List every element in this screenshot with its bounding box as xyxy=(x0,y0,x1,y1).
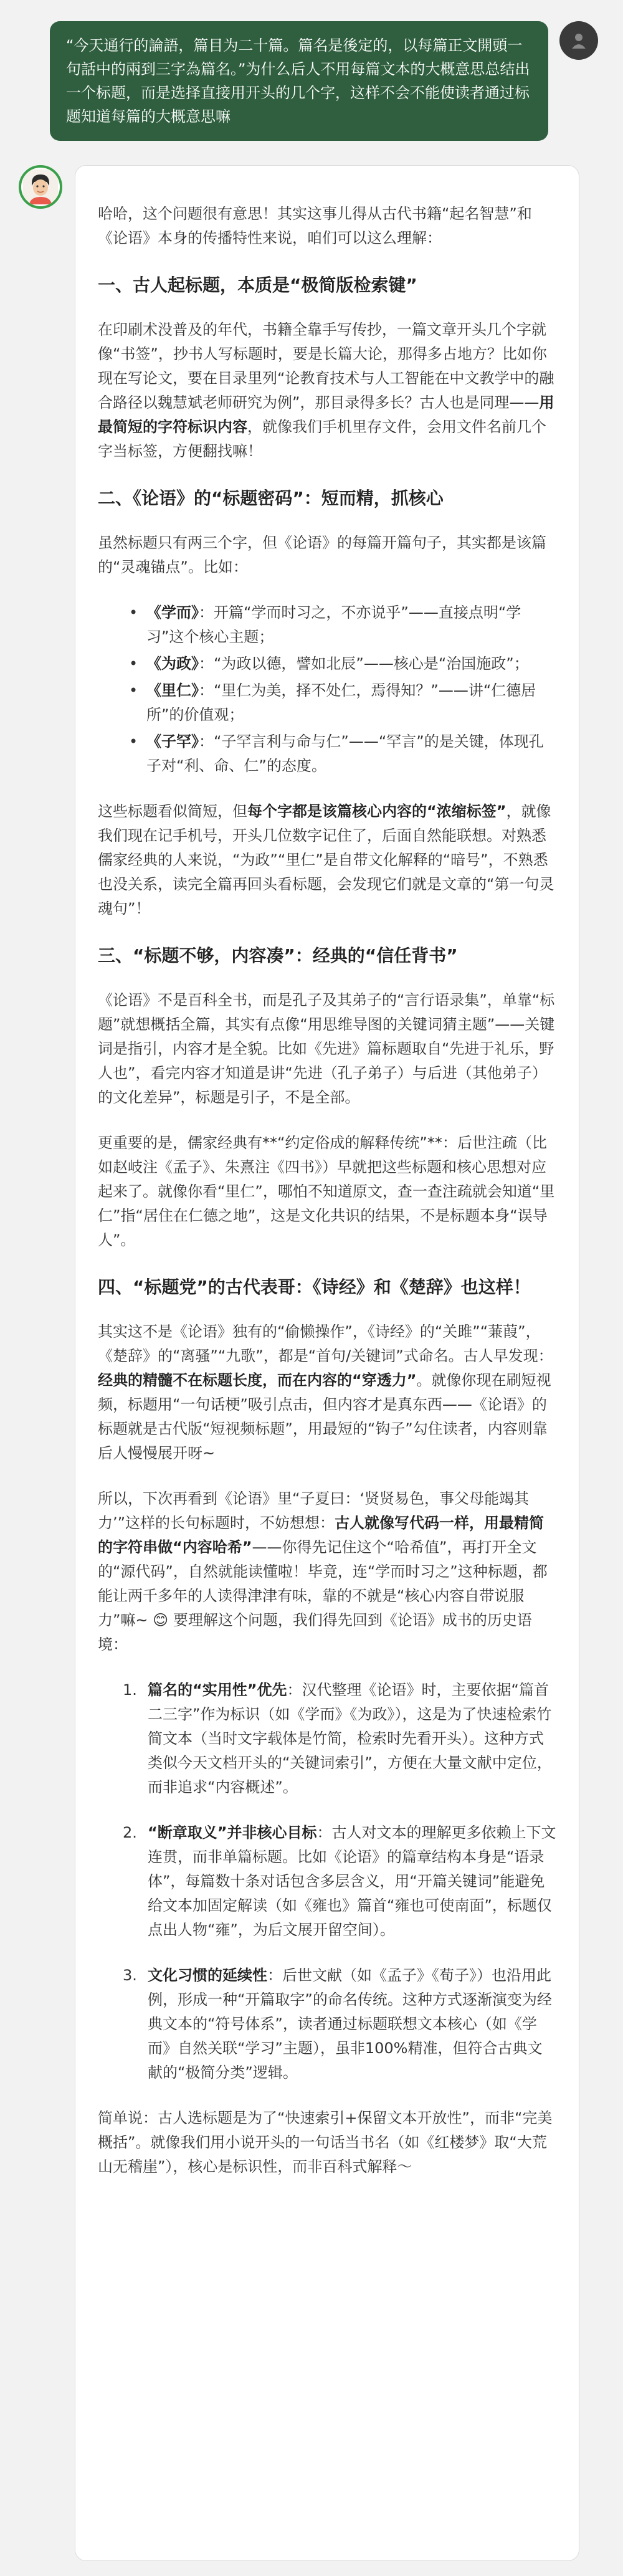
section-heading-1: 一、古人起标题，本质是“极简版检索键” xyxy=(98,275,417,295)
section-heading-2: 二、《论语》的“标题密码”：短而精，抓核心 xyxy=(98,488,444,508)
list-item: • 《子罕》：“子罕言利与命与仁”——“罕言”的是关键，体现孔子对“利、命、仁”的态度。 xyxy=(129,730,556,778)
list-item: • 《为政》：“为政以德，譬如北辰”——核心是“治国施政”； xyxy=(129,652,556,676)
section-heading-4: 四、“标题党”的古代表哥：《诗经》和《楚辞》也这样！ xyxy=(98,1277,531,1297)
section-3-paragraph-2: 更重要的是，儒家经典有**“约定俗成的解释传统”**：后世注疏（比如赵岐注《孟子》、朱熹注《四书》）早就把这些标题和核心思想对应起来了。就像你看“里仁”，哪怕不知道原文，查一查注疏就会知道“里仁”指“居住在仁德之地”，这是文化共识的结果，不是标题本身“误导人”。 xyxy=(98,1134,555,1249)
list-item: 3. 文化习惯的延续性：后世文献（如《孟子》《荀子》）也沿用此例，形成一种“开篇取字”的命名传统。这种方式逐渐演变为经典文本的“符号体系”，读者通过标题联想文本核心（如《学而》自然关联“学习”主题），虽非100%精准，但符合古典文献的“极简分类”逻辑。 xyxy=(123,1967,552,2081)
section-1-paragraph: 在印刷术没普及的年代，书籍全靠手写传抄，一篇文章开头几个字就像“书签”，抄书人写标题时，要是长篇大论，那得多占地方？比如你现在写论文，要在目录里列“论教育技术与人工智能在中文教学中的融合路径以魏慧斌老师研究为例”，那目录得多长？古人也是同理——用最简短的字符标识内容，就像我们手机里存文件，会用文件名前几个字当标签，方便翻找嘛！ xyxy=(98,321,554,460)
section-heading-3: 三、“标题不够，内容凑”：经典的“信任背书” xyxy=(98,945,458,966)
list-item: • 《里仁》：“里仁为美，择不处仁，焉得知？”——讲“仁德居所”的价值观； xyxy=(129,679,556,727)
reply-intro: 哈哈，这个问题很有意思！其实这事儿得从古代书籍“起名智慧”和《论语》本身的传播特性来说，咱们可以这么理解： xyxy=(98,205,532,247)
user-avatar[interactable] xyxy=(559,21,598,60)
list-item: 2. “断章取义”并非核心目标：古人对文本的理解更多依赖上下文连贯，而非单篇标题。比如《论语》的篇章结构本身是“语录体”，每篇数十条对话包含多层含义，用“开篇关键词”能避免给文本加固定解读（如《雍也》篇首“雍也可使南面”，标题仅点出人物“雍”，为后文展开留空间）。 xyxy=(123,1824,556,1939)
list-item: • 《学而》：开篇“学而时习之，不亦说乎”——直接点明“学习”这个核心主题； xyxy=(129,601,556,649)
assistant-avatar[interactable] xyxy=(19,165,62,209)
history-list xyxy=(123,1678,556,2085)
section-4-paragraph-2: 所以，下次再看到《论语》里“子夏曰：‘贤贤易色，事父母能竭其力’”这样的长句标题时，不妨想想：古人就像写代码一样，用最精简的字符串做“内容哈希”——你得先记住这个“哈希值”，再打开全文的“源代码”，自然就能读懂啦！毕竟，连“学而时习之”这种标题，都能让两千多年的人读得津津有味，靠的不就是“核心内容自带说服力”嘛~ 😊 要理解这个问题，我们得先回到《论语》成书的历史语境： xyxy=(98,1490,548,1653)
reply-outro: 简单说：古人选标题是为了“快速索引+保留文本开放性”，而非“完美概括”。就像我们用小说开头的一句话当书名（如《红楼梦》取“大荒山无稽崖”），核心是标识性，而非百科式解释～ xyxy=(98,2109,553,2175)
assistant-avatar-icon xyxy=(23,169,58,204)
section-4-paragraph-1: 其实这不是《论语》独有的“偷懒操作”，《诗经》的“关雎”“蒹葭”，《楚辞》的“离骚”“九歌”，都是“首句/关键词”式命名。古人早发现：经典的精髓不在标题长度，而在内容的“穿透力”。就像你现在刷短视频，标题用“一句话梗”吸引点击，但内容才是真东西——《论语》的标题就是古代版“短视频标题”，用最短的“钩子”勾住读者，内容则靠后人慢慢展开呀~ xyxy=(98,1323,553,1462)
section-2-paragraph-2: 这些标题看似简短，但每个字都是该篇核心内容的“浓缩标签”，就像我们现在记手机号，开头几位数字记住了，后面自然能联想。对熟悉儒家经典的人来说，“为政”“里仁”是自带文化解释的“暗号”，不熟悉也没关系，读完全篇再回头看标题，会发现它们就是文章的“第一句灵魂句”！ xyxy=(98,803,554,917)
section-2-paragraph-1: 虽然标题只有两三个字，但《论语》的每篇开篇句子，其实都是该篇的“灵魂锚点”。比如： xyxy=(98,534,546,576)
user-message-row xyxy=(50,21,598,127)
example-list xyxy=(129,601,556,778)
user-avatar-icon xyxy=(569,31,588,50)
section-3-paragraph-1: 《论语》不是百科全书，而是孔子及其弟子的“言行语录集”，单靠“标题”就想概括全篇，其实有点像“用思维导图的关键词猜主题”——关键词是指引，内容才是全貌。比如《先进》篇标题取自“先进于礼乐，野人也”，看完内容才知道是讲“先进（孔子弟子）与后进（其他弟子）的文化差异”，标题是引子，不是全部。 xyxy=(98,991,555,1106)
list-item: 1. 篇名的“实用性”优先：汉代整理《论语》时，主要依据“篇首二三字”作为标识（如《学而》《为政》），这是为了快速检索竹简文本（当时文字载体是竹简，检索时先看开头）。这种方式类似今天文档开头的“关键词索引”，方便在大量文献中定位，而非追求“内容概述”。 xyxy=(123,1681,552,1796)
assistant-message xyxy=(75,165,579,2561)
user-message-bubble: “今天通行的論語，篇目为二十篇。篇名是後定的，以每篇正文開頭一句話中的兩到三字為篇名。”为什么后人不用每篇文本的大概意思总结出一个标题，而是选择直接用开头的几个字，这样不会不能使读者通过标题知道每篇的大概意思嘛 xyxy=(50,21,548,141)
